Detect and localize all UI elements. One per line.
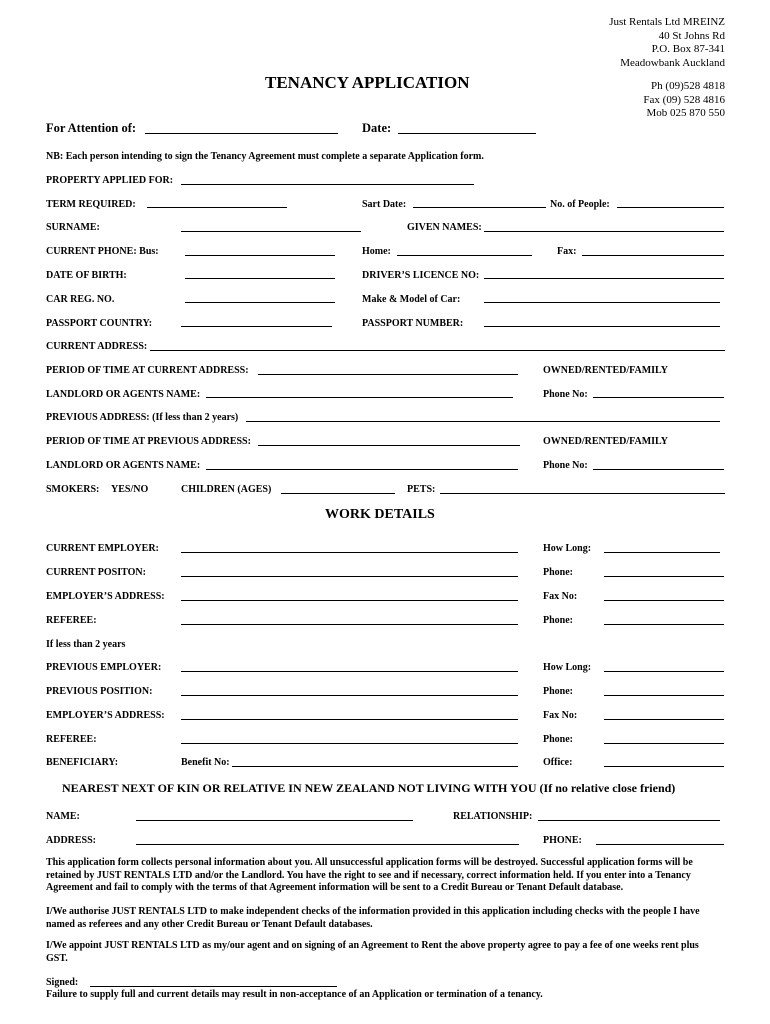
make-model-label: Make & Model of Car: [362, 294, 461, 305]
attention-label: For Attention of: [46, 121, 137, 135]
kin-address-label: ADDRESS: [46, 835, 97, 846]
period-current-label: PERIOD OF TIME AT CURRENT ADDRESS: [46, 365, 249, 376]
company-pobox: P.O. Box 87-341 [651, 43, 725, 55]
phone-label-1: Phone: [543, 567, 573, 578]
how-long-field-1[interactable] [604, 552, 720, 553]
home-label: Home: [362, 246, 391, 257]
date-field[interactable] [398, 133, 536, 134]
privacy-statement: This application form collects personal information about you. All unsuccessful application forms will be destroyed. Successful application forms will be retained by JUST RENTALS LTD and/or the Landlord. You have the right to see and if necessary, correct information held. If you enter into a Tenancy Agreement and fail to comply with the terms of that Agreement information will be sent to a Credit Bureau or Tenant Default database. [46, 857, 693, 893]
phone-field-3[interactable] [604, 695, 724, 696]
surname-label: SURNAME: [46, 222, 100, 233]
kin-phone-field[interactable] [596, 844, 724, 845]
how-long-label-2: How Long: [543, 662, 592, 673]
period-previous-label: PERIOD OF TIME AT PREVIOUS ADDRESS: [46, 436, 251, 447]
licence-field[interactable] [484, 278, 724, 279]
property-label: PROPERTY APPLIED FOR: [46, 175, 174, 186]
kin-relationship-label: RELATIONSHIP: [453, 811, 533, 822]
company-suburb: Meadowbank Auckland [620, 56, 725, 69]
fax-no-field-1[interactable] [604, 600, 724, 601]
children-label: CHILDREN (AGES) [181, 484, 272, 495]
children-field[interactable] [281, 493, 395, 494]
term-field[interactable] [147, 207, 287, 208]
fax-no-field-2[interactable] [604, 719, 724, 720]
period-previous-field[interactable] [258, 445, 520, 446]
company-phone: Ph (09)528 4818 [651, 80, 725, 92]
how-long-field-2[interactable] [604, 671, 724, 672]
beneficiary-label: BENEFICIARY: [46, 757, 119, 768]
start-date-label: Sart Date: [362, 199, 407, 210]
employer-address-label-2: EMPLOYER’S ADDRESS: [46, 710, 165, 721]
phone-field-2[interactable] [604, 624, 724, 625]
date-label: Date: [362, 121, 392, 135]
authorise-statement: I/We authorise JUST RENTALS LTD to make independent checks of the information provided in this application including checks with the people I have named as referees and any other Credit Bureau or Tenant Default databases. [46, 906, 700, 930]
referee-label-2: REFEREE: [46, 734, 97, 745]
previous-employer-field[interactable] [181, 671, 518, 672]
car-reg-label: CAR REG. NO. [46, 294, 115, 305]
passport-number-field[interactable] [484, 326, 720, 327]
current-address-field[interactable] [150, 350, 725, 351]
page-title: TENANCY APPLICATION [265, 73, 470, 92]
kin-address-field[interactable] [136, 844, 519, 845]
office-label: Office: [543, 757, 573, 768]
pets-field[interactable] [440, 493, 725, 494]
if-less-label: If less than 2 years [46, 639, 126, 650]
passport-country-field[interactable] [181, 326, 332, 327]
benefit-no-field[interactable] [232, 766, 518, 767]
kin-phone-label: PHONE: [543, 835, 582, 846]
landlord-phone-label-2: Phone No: [543, 460, 588, 471]
smokers-yes-no[interactable]: YES/NO [111, 484, 149, 495]
appoint-statement: I/We appoint JUST RENTALS LTD as my/our agent and on signing of an Agreement to Rent the above property agree to pay a fee of one weeks rent plus GST. [46, 940, 699, 964]
bus-phone-field[interactable] [185, 255, 335, 256]
home-phone-field[interactable] [397, 255, 532, 256]
previous-position-field[interactable] [181, 695, 518, 696]
period-current-field[interactable] [258, 374, 518, 375]
owned-rented-label-2: OWNED/RENTED/FAMILY [543, 436, 669, 447]
fax-no-label-2: Fax No: [543, 710, 578, 721]
previous-position-label: PREVIOUS POSITION: [46, 686, 153, 697]
phone-label-2: Phone: [543, 615, 573, 626]
failure-notice: Failure to supply full and current details may result in non-acceptance of an Application or termination of a tenancy. [46, 989, 543, 1000]
dob-field[interactable] [185, 278, 335, 279]
employer-address-field-1[interactable] [181, 600, 518, 601]
licence-label: DRIVER’S LICENCE NO: [362, 270, 480, 281]
phone-label-4: Phone: [543, 734, 573, 745]
current-address-label: CURRENT ADDRESS: [46, 341, 148, 352]
current-position-field[interactable] [181, 576, 518, 577]
previous-address-field[interactable] [246, 421, 720, 422]
pets-label: PETS: [407, 484, 436, 495]
landlord-label-2: LANDLORD OR AGENTS NAME: [46, 460, 201, 471]
landlord-phone-label-1: Phone No: [543, 389, 588, 400]
make-model-field[interactable] [484, 302, 720, 303]
owned-rented-label-1: OWNED/RENTED/FAMILY [543, 365, 669, 376]
fax-field[interactable] [582, 255, 724, 256]
current-position-label: CURRENT POSITON: [46, 567, 146, 578]
start-date-field[interactable] [413, 207, 546, 208]
company-mobile: Mob 025 870 550 [646, 107, 725, 119]
work-details-heading: WORK DETAILS [325, 507, 435, 522]
current-phone-label: CURRENT PHONE: Bus: [46, 246, 159, 257]
passport-country-label: PASSPORT COUNTRY: [46, 318, 153, 329]
passport-number-label: PASSPORT NUMBER: [362, 318, 464, 329]
property-field[interactable] [181, 184, 474, 185]
company-street: 40 St Johns Rd [658, 29, 725, 42]
car-reg-field[interactable] [185, 302, 335, 303]
next-of-kin-heading: NEAREST NEXT OF KIN OR RELATIVE IN NEW ZEALAND NOT LIVING WITH YOU (If no relative close friend) [62, 781, 676, 795]
previous-address-label: PREVIOUS ADDRESS: (If less than 2 years) [46, 412, 239, 423]
signed-label: Signed: [46, 977, 79, 988]
company-address [525, 16, 725, 70]
landlord-field-2[interactable] [206, 469, 518, 470]
kin-name-label: NAME: [46, 811, 80, 822]
current-employer-label: CURRENT EMPLOYER: [46, 543, 159, 554]
fax-label: Fax: [557, 246, 577, 257]
given-names-field[interactable] [484, 231, 724, 232]
referee-field-2[interactable] [181, 743, 518, 744]
phone-label-3: Phone: [543, 686, 573, 697]
landlord-phone-field-1[interactable] [593, 397, 724, 398]
kin-name-field[interactable] [136, 820, 413, 821]
how-long-label-1: How Long: [543, 543, 592, 554]
signature-field[interactable] [90, 986, 337, 987]
term-label: TERM REQUIRED: [46, 199, 136, 210]
referee-label-1: REFEREE: [46, 615, 97, 626]
landlord-label-1: LANDLORD OR AGENTS NAME: [46, 389, 201, 400]
company-name: Just Rentals Ltd MREINZ [609, 16, 725, 28]
landlord-phone-field-2[interactable] [593, 469, 724, 470]
landlord-field-1[interactable] [206, 397, 513, 398]
company-contact [525, 80, 725, 121]
num-people-field[interactable] [617, 207, 724, 208]
previous-employer-label: PREVIOUS EMPLOYER: [46, 662, 162, 673]
note-text: NB: Each person intending to sign the Tenancy Agreement must complete a separate Application form. [46, 151, 484, 162]
employer-address-label-1: EMPLOYER’S ADDRESS: [46, 591, 165, 602]
phone-field-4[interactable] [604, 743, 724, 744]
num-people-label: No. of People: [550, 199, 610, 210]
kin-relationship-field[interactable] [538, 820, 720, 821]
referee-field-1[interactable] [181, 624, 518, 625]
dob-label: DATE OF BIRTH: [46, 270, 127, 281]
current-employer-field[interactable] [181, 552, 518, 553]
employer-address-field-2[interactable] [181, 719, 518, 720]
fax-no-label-1: Fax No: [543, 591, 578, 602]
surname-field[interactable] [181, 231, 361, 232]
phone-field-1[interactable] [604, 576, 724, 577]
smokers-label: SMOKERS: [46, 484, 100, 495]
office-field[interactable] [604, 766, 724, 767]
company-fax: Fax (09) 528 4816 [643, 93, 725, 106]
benefit-no-label: Benefit No: [181, 757, 230, 768]
given-names-label: GIVEN NAMES: [407, 222, 482, 233]
attention-field[interactable] [145, 133, 338, 134]
